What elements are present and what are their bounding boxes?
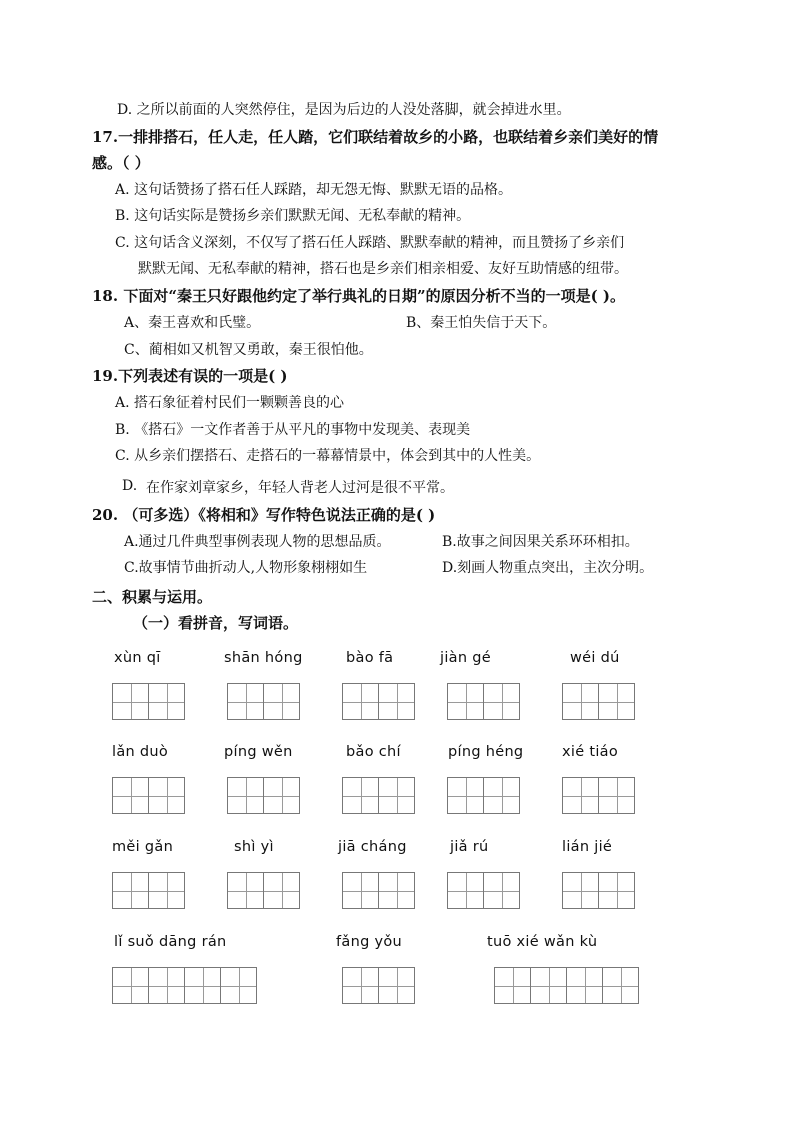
writing-grid[interactable]: [447, 872, 520, 909]
writing-cell[interactable]: [112, 872, 149, 909]
writing-cell[interactable]: [447, 683, 484, 720]
pinyin-label: xié tiáo: [562, 744, 619, 760]
writing-grid[interactable]: [447, 777, 520, 814]
pinyin-label: shì yì: [234, 839, 274, 855]
pinyin-label: jiǎ rú: [450, 839, 489, 855]
pinyin-label: tuō xié wǎn kù: [487, 934, 598, 950]
writing-cell[interactable]: [112, 967, 149, 1004]
writing-grid[interactable]: [342, 683, 415, 720]
pinyin-label: jiā cháng: [338, 839, 407, 855]
q17-stem-line1: 17.一排排搭石，任人走，任人踏，它们联结着故乡的小路，也联结着乡亲们美好的情: [92, 128, 659, 146]
section-subtitle: （一）看拼音，写词语。: [133, 614, 299, 632]
writing-cell[interactable]: [342, 872, 379, 909]
writing-grid[interactable]: [112, 777, 185, 814]
writing-cell[interactable]: [530, 967, 567, 1004]
writing-cell[interactable]: [263, 872, 300, 909]
writing-cell[interactable]: [148, 967, 185, 1004]
pinyin-label: wéi dú: [570, 650, 620, 666]
pinyin-label: píng héng: [448, 744, 524, 760]
pinyin-label: xùn qī: [114, 650, 161, 666]
writing-cell[interactable]: [598, 872, 635, 909]
writing-cell[interactable]: [263, 683, 300, 720]
writing-cell[interactable]: [562, 872, 599, 909]
writing-cell[interactable]: [220, 967, 257, 1004]
writing-cell[interactable]: [378, 967, 415, 1004]
pinyin-label: bǎo chí: [346, 744, 401, 760]
q19-option-c: C. 从乡亲们摆搭石、走搭石的一幕幕情景中，体会到其中的人性美。: [115, 448, 541, 464]
writing-grid[interactable]: [562, 683, 635, 720]
writing-cell[interactable]: [598, 777, 635, 814]
writing-grid[interactable]: [227, 872, 300, 909]
pinyin-label: měi gǎn: [112, 839, 174, 855]
q19-stem: 19.下列表述有误的一项是( ): [92, 367, 288, 385]
writing-grid[interactable]: [562, 777, 635, 814]
q20-option-d: D.刻画人物重点突出，主次分明。: [442, 560, 654, 576]
writing-cell[interactable]: [148, 683, 185, 720]
writing-grid[interactable]: [447, 683, 520, 720]
q17-stem-line2: 感。（ ）: [92, 154, 150, 172]
pinyin-label: fǎng yǒu: [336, 934, 403, 950]
q19-option-a: A. 搭石象征着村民们一颗颗善良的心: [115, 395, 345, 411]
q20-option-b: B.故事之间因果关系环环相扣。: [442, 534, 639, 550]
writing-cell[interactable]: [494, 967, 531, 1004]
q18-option-c: C、蔺相如又机智又勇敢，秦王很怕他。: [124, 342, 373, 358]
writing-cell[interactable]: [483, 872, 520, 909]
pinyin-label: bào fā: [346, 650, 394, 666]
writing-cell[interactable]: [378, 777, 415, 814]
writing-cell[interactable]: [602, 967, 639, 1004]
writing-cell[interactable]: [562, 683, 599, 720]
q17-option-c-line2: 默默无闻、无私奉献的精神，搭石也是乡亲们相亲相爱、友好互助情感的纽带。: [138, 261, 628, 277]
writing-cell[interactable]: [342, 683, 379, 720]
writing-grid[interactable]: [227, 777, 300, 814]
pinyin-label: lián jié: [562, 839, 613, 855]
writing-grid[interactable]: [112, 967, 257, 1004]
writing-grid[interactable]: [342, 967, 415, 1004]
pinyin-label: píng wěn: [224, 744, 293, 760]
writing-grid[interactable]: [342, 872, 415, 909]
q17-option-a: A. 这句话赞扬了搭石任人踩踏，却无怨无悔、默默无语的品格。: [115, 182, 513, 198]
writing-cell[interactable]: [227, 872, 264, 909]
q18-stem: 18. 下面对“秦王只好跟他约定了举行典礼的日期”的原因分析不当的一项是( )。: [92, 287, 625, 305]
writing-cell[interactable]: [562, 777, 599, 814]
writing-cell[interactable]: [378, 872, 415, 909]
writing-cell[interactable]: [483, 683, 520, 720]
q18-option-a: A、秦王喜欢和氏璧。: [124, 315, 261, 331]
writing-cell[interactable]: [227, 777, 264, 814]
writing-cell[interactable]: [227, 683, 264, 720]
q20-stem: 20. （可多选）《将相和》写作特色说法正确的是( ): [92, 506, 436, 524]
writing-cell[interactable]: [378, 683, 415, 720]
writing-cell[interactable]: [598, 683, 635, 720]
writing-cell[interactable]: [566, 967, 603, 1004]
writing-grid[interactable]: [562, 872, 635, 909]
writing-cell[interactable]: [148, 777, 185, 814]
pinyin-label: lǎn duò: [112, 744, 169, 760]
writing-cell[interactable]: [342, 777, 379, 814]
section-title: 二、积累与运用。: [92, 588, 213, 606]
q19-option-d-text: 在作家刘章家乡，年轻人背老人过河是很不平常。: [146, 480, 454, 496]
pinyin-label: lǐ suǒ dāng rán: [114, 934, 227, 950]
writing-cell[interactable]: [112, 777, 149, 814]
writing-cell[interactable]: [447, 777, 484, 814]
writing-grid[interactable]: [112, 683, 185, 720]
q19-option-b: B. 《搭石》一文作者善于从平凡的事物中发现美、表现美: [115, 422, 471, 438]
q16-option-d: D. 之所以前面的人突然停住，是因为后边的人没处落脚，就会掉进水里。: [117, 102, 571, 118]
writing-grid[interactable]: [494, 967, 639, 1004]
q18-option-b: B、秦王怕失信于天下。: [406, 315, 557, 331]
pinyin-label: shān hóng: [224, 650, 303, 666]
writing-cell[interactable]: [112, 683, 149, 720]
pinyin-label: jiàn gé: [440, 650, 491, 666]
writing-cell[interactable]: [263, 777, 300, 814]
writing-cell[interactable]: [342, 967, 379, 1004]
writing-cell[interactable]: [148, 872, 185, 909]
writing-cell[interactable]: [483, 777, 520, 814]
q20-option-c: C.故事情节曲折动人,人物形象栩栩如生: [124, 560, 368, 576]
writing-grid[interactable]: [112, 872, 185, 909]
writing-grid[interactable]: [342, 777, 415, 814]
q17-option-c-line1: C. 这句话含义深刻，不仅写了搭石任人踩踏、默默奉献的精神，而且赞扬了乡亲们: [115, 235, 625, 251]
q19-option-d-label: D.: [122, 478, 138, 494]
writing-cell[interactable]: [447, 872, 484, 909]
q17-option-b: B. 这句话实际是赞扬乡亲们默默无闻、无私奉献的精神。: [115, 208, 471, 224]
writing-grid[interactable]: [227, 683, 300, 720]
writing-cell[interactable]: [184, 967, 221, 1004]
q20-option-a: A.通过几件典型事例表现人物的思想品质。: [124, 534, 391, 550]
